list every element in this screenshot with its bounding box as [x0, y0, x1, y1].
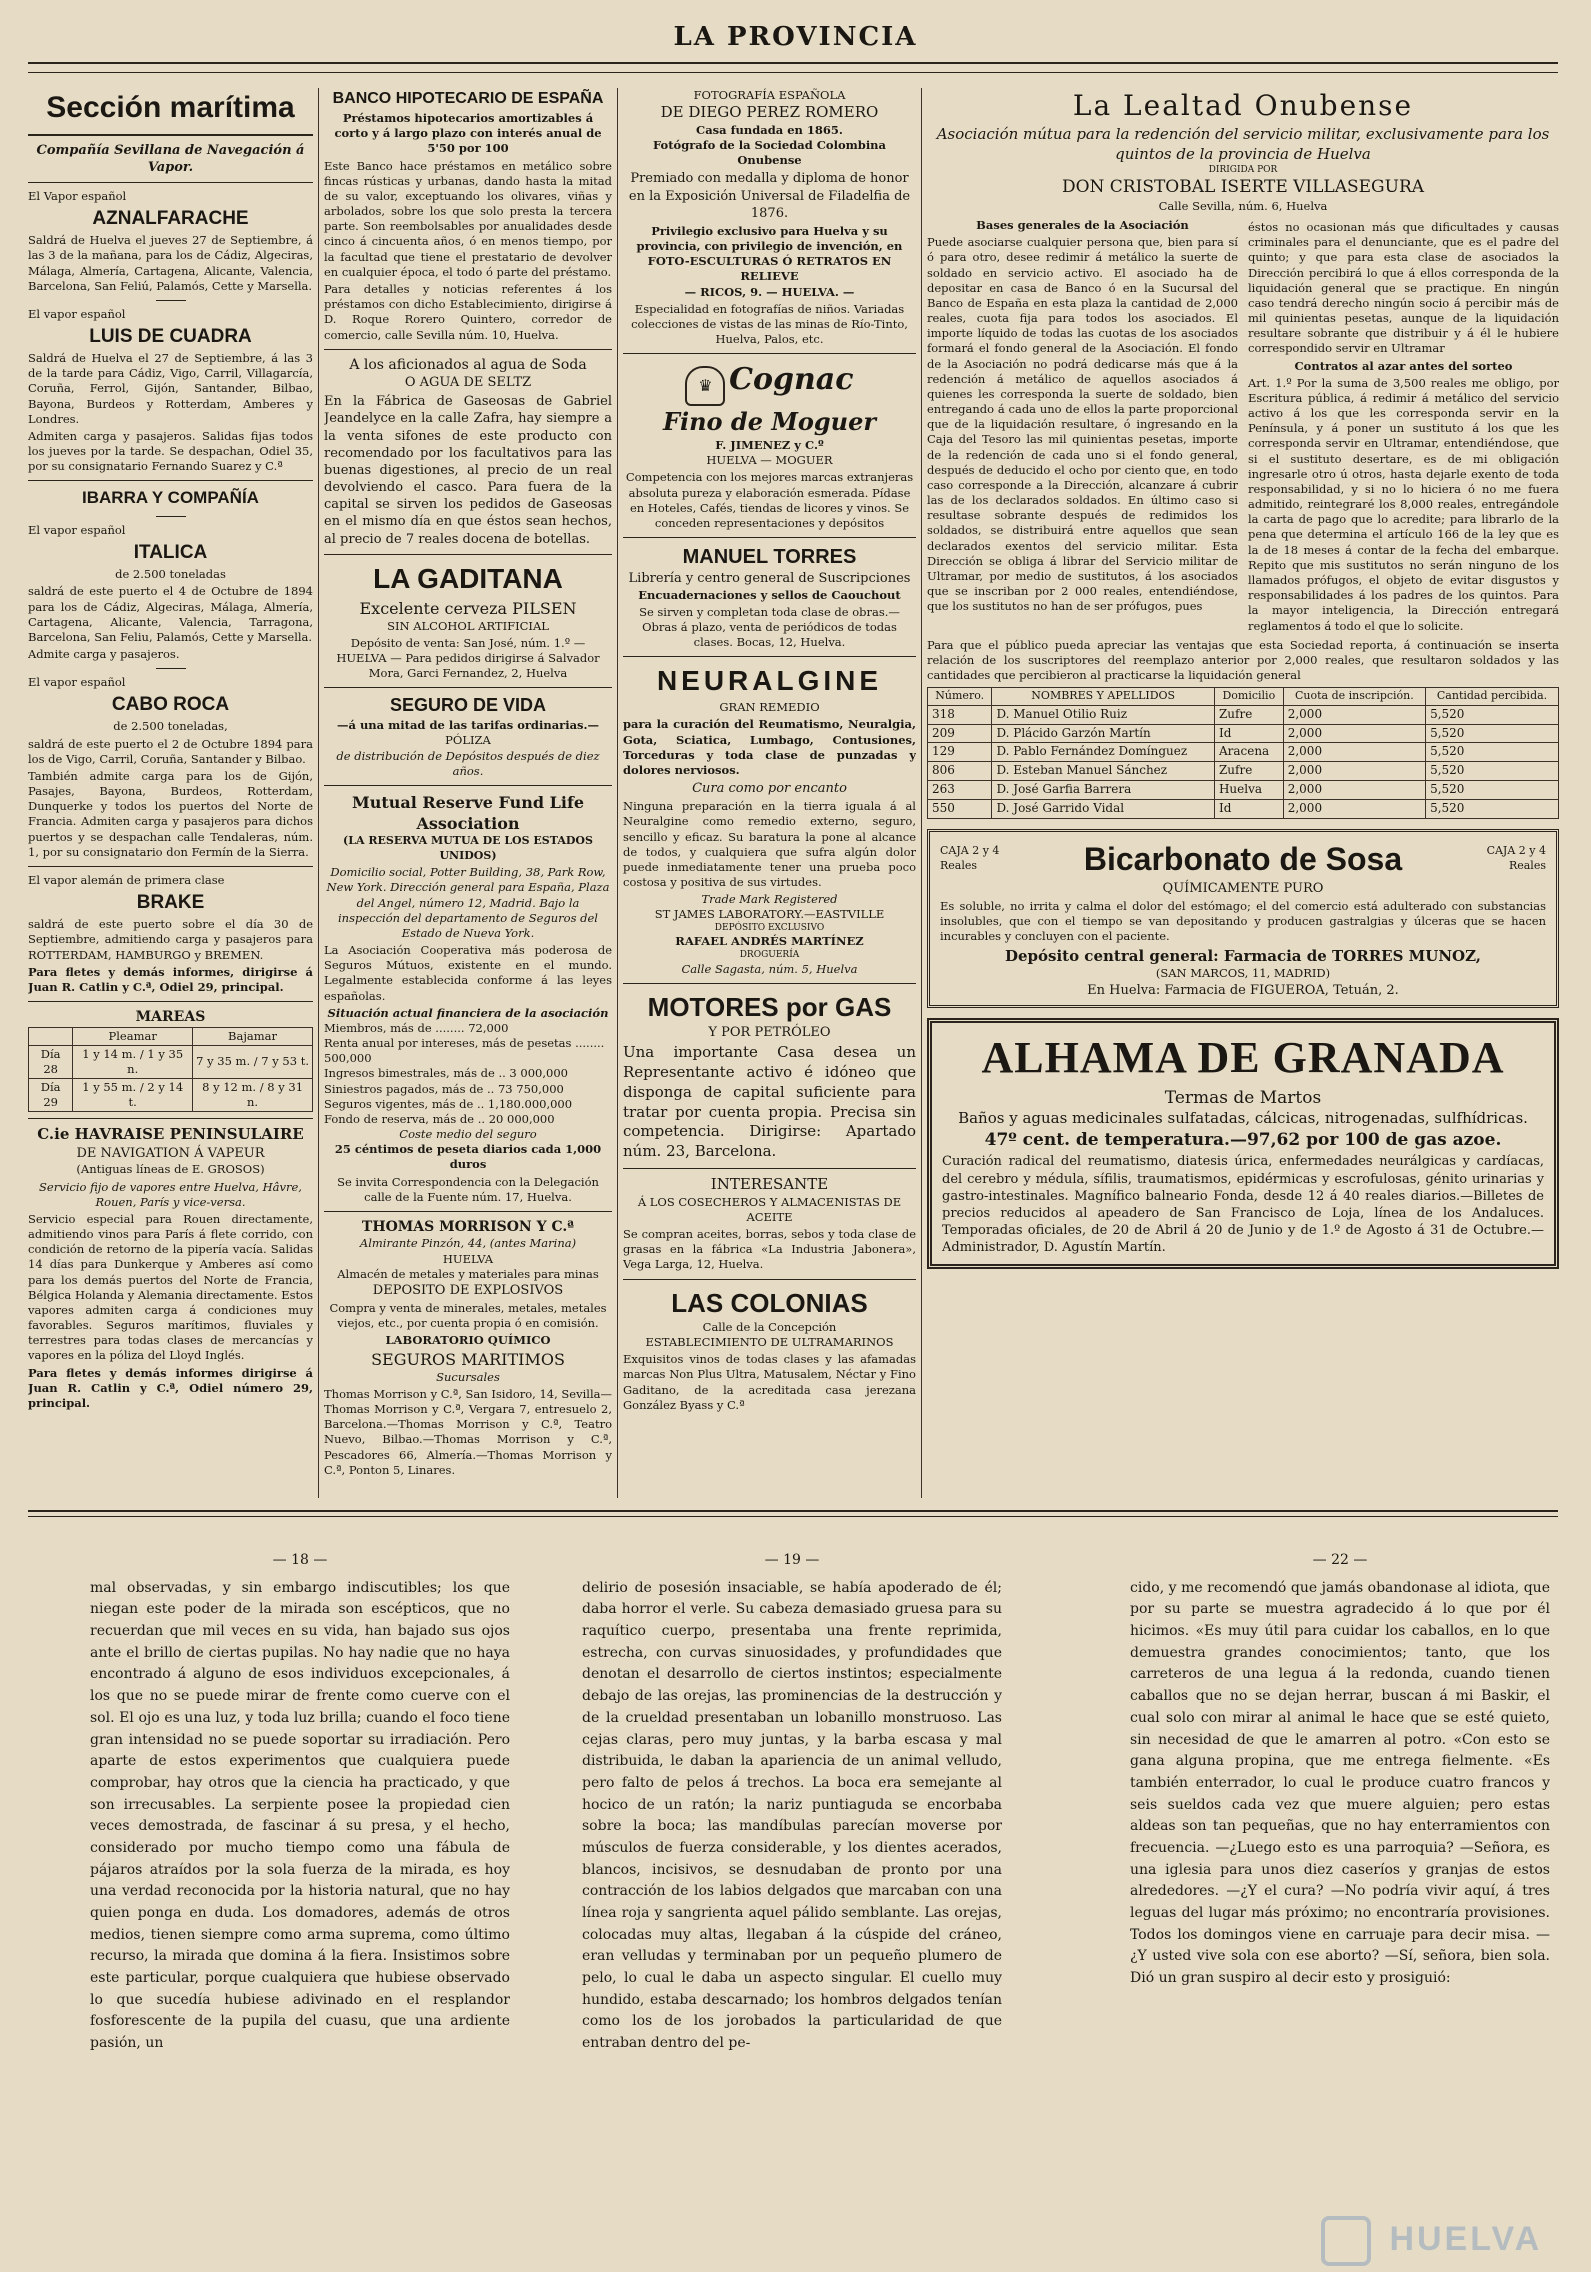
- ship-name: CABO ROCA: [111, 694, 230, 716]
- divider: [623, 1279, 916, 1280]
- contratos-title: Contratos al azar antes del sorteo: [1294, 358, 1513, 373]
- huelva-moguer: HUELVA — MOGUER: [706, 453, 833, 468]
- divider: [156, 516, 186, 517]
- neuralgine-lab: ST JAMES LABORATORY.—EASTVILLE: [654, 907, 885, 922]
- table-cell: D. Pablo Fernández Domínguez: [992, 743, 1215, 762]
- masthead-title: LA PROVINCIA: [673, 22, 918, 52]
- table-cell: 2,000: [1283, 781, 1425, 800]
- table-cell: 5,520: [1426, 762, 1559, 781]
- tab-intro: Para que el público pueda apreciar las ventajas que esta Sociedad reporta, á continuación se inserta relación de los suscriptores del reemplazo anterior por 2,000 reales, que resultaron soldados y las cantidades que percibieron al practicarse la liquidación general: [927, 637, 1559, 683]
- jimenez: F. JIMENEZ y C.º: [715, 438, 824, 452]
- tides-cell: 8 y 12 m. / 8 y 31 n.: [193, 1079, 313, 1112]
- serial-page-19: [582, 1550, 1002, 2240]
- page-number: — 19 —: [764, 1552, 820, 1568]
- bases-text-right: éstos no ocasionan más que dificultades y causas criminales para el denunciante, que es el padre del quinto; y que para esta clase de asociados la Dirección percibirá lo que á ellos corresponda de la liquidación general que se practique. En ningún caso tendrá derecho ningún socio á percibir más de mil quinientas pesetas, aunque de la liquidación resultare sobrante que distribuir y á él le hubiere correspondido servir en Ultramar: [1248, 220, 1559, 356]
- ship-text: saldrá de este puerto el 4 de Octubre de 1894 para los de Cádiz, Algeciras, Málaga, Almería, Cartagena, Alicante, Valencia, Tarragona, Barcelona, San Feliu, Palamós, Cette y Marsella.: [28, 584, 313, 644]
- morrison-addr: Almirante Pinzón, 44, (antes Marina): [359, 1236, 577, 1251]
- table-cell: Id: [1214, 799, 1283, 818]
- company-name: Compañía Sevillana de Navegación á Vapor.: [36, 142, 305, 175]
- ship-label: El Vapor español: [28, 188, 127, 203]
- motores-sub: Y POR PETRÓLEO: [708, 1025, 831, 1041]
- table-cell: D. Esteban Manuel Sánchez: [992, 762, 1215, 781]
- table-cell: 2,000: [1283, 705, 1425, 724]
- seguro-title: SEGURO DE VIDA: [389, 695, 547, 716]
- lealtad-director: DON CRISTOBAL ISERTE VILLASEGURA: [1061, 177, 1425, 198]
- table-cell: D. José Garfia Barrera: [992, 781, 1215, 800]
- morrison-title: THOMAS MORRISON Y C.ª: [361, 1218, 575, 1235]
- ship-tons: de 2.500 toneladas: [115, 567, 226, 582]
- motores-title: MOTORES por GAS: [647, 991, 892, 1022]
- sucursales-text: Thomas Morrison y C.ª, San Isidoro, 14, Sevilla—Thomas Morrison y C.ª, Vergara 7, entresuelo 2, Barcelona.—Thomas Morrison y C.ª, Teatro Nuevo, Bilbao.—Thomas Morrison y C.ª, Pescadores 66, Almería.—Thomas Morrison y C.ª, Ponton 5, Linares.: [324, 1386, 612, 1477]
- bicarbonato-text: Es soluble, no irrita y calma el dolor del estómago; el del comercio está adulterado con substancias insolubles, que con el tiempo se van depositando y producen gastralgias y úlceras que se hacen incurables y concluyen con el paciente.: [940, 899, 1546, 944]
- situation-row: Seguros vigentes, más de .. 1,180.000,000: [324, 1096, 573, 1111]
- page-rule: [28, 1510, 1558, 1512]
- situation-title: Situación actual financiera de la asociación: [327, 1005, 609, 1020]
- torres-sub2: Encuadernaciones y sellos de Caouchout: [638, 587, 901, 602]
- serial-page-22: [1130, 1550, 1550, 2240]
- column-divider: [318, 88, 319, 1498]
- divider: [28, 866, 313, 867]
- tides-cell: Día 28: [29, 1045, 73, 1078]
- situation-row: Ingresos bimestrales, más de .. 3 000,000: [324, 1066, 568, 1081]
- divider: [623, 656, 916, 657]
- tides-cell: 1 y 14 m. / 1 y 35 n.: [73, 1045, 193, 1078]
- bicarbonato-addr: (SAN MARCOS, 11, MADRID): [1155, 966, 1331, 981]
- divider: [623, 983, 916, 984]
- divider: [28, 1001, 313, 1002]
- soda-title: A los aficionados al agua de Soda: [349, 356, 587, 373]
- lealtad-addr: Calle Sevilla, núm. 6, Huelva: [1158, 198, 1328, 213]
- motores-text: Una importante Casa desea un Representante activo é idóneo que disponga de capital suficiente para tratar por cuenta propia. Precisa sin competencia. Dirigirse: Apartado núm. 23, Barcelona.: [623, 1043, 916, 1161]
- divider: [324, 349, 612, 350]
- page-number: — 18 —: [272, 1552, 328, 1568]
- table-cell: 5,520: [1426, 743, 1559, 762]
- column-ads-2: [623, 88, 916, 1498]
- neuralgine-drog: DROGUERÍA: [739, 949, 800, 960]
- ship-name: AZNALFARACHE: [92, 208, 249, 230]
- table-row: [928, 724, 1559, 743]
- gaditana-sub: Excelente cerveza PILSEN: [359, 598, 577, 618]
- table-cell: Zufre: [1214, 762, 1283, 781]
- bicarbonato-dep: Depósito central general: Farmacia de TORRES MUNOZ,: [1004, 946, 1482, 965]
- tides-title: MAREAS: [135, 1009, 206, 1026]
- table-cell: 2,000: [1283, 743, 1425, 762]
- torres-sub: Librería y centro general de Suscripciones: [628, 571, 911, 587]
- coste-extra: Se invita Correspondencia con la Delegación calle de la Fuente núm. 17, Huelva.: [337, 1174, 599, 1204]
- divider: [28, 1118, 313, 1119]
- divider: [324, 1211, 612, 1212]
- masthead-rule-thin: [28, 72, 1558, 73]
- ship-extra: También admite carga para los de Gijón, Pasajes, Bayona, Burdeos, Rotterdam, Dunquerke y todos los puertos del Norte de Francia. Admiten carga y pasajeros para dichos puertos y se despachan calle Tendaleras, núm. 1, por su consignatario don Fermín de la Sierra.: [28, 768, 313, 859]
- banco-extra: Para detalles y noticias referentes á los préstamos con dicho Establecimiento, dirigirse á D. Roque Rorero Quintero, corredor de comercio, calle Sevilla núm. 10, Huelva.: [324, 282, 612, 342]
- torres-title: MANUEL TORRES: [682, 546, 857, 569]
- lealtad-left: [927, 218, 1238, 636]
- neuralgine-addr: Calle Sagasta, núm. 5, Huelva: [681, 961, 858, 976]
- alhama-termas: Termas de Martos: [1164, 1087, 1322, 1108]
- page-rule-thin: [28, 1516, 1558, 1517]
- table-cell: 129: [928, 743, 992, 762]
- serial-text: cido, y me recomendó que jamás obandonase al idiota, que por su parte se muestra agradecido á lo que por él hicimos. «Es muy útil para cuidar los caballos, en lo que demuestra grandes conocimientos; tanto, que los carreteros de una legua á la redonda, cuando tienen caballos que no se dejan herrar, buscan á mi Baskir, el cual solo con mirar al animal le hace que se esté quieto, sin necesidad de que le amarren al potro. «Con esto se gana alguna propina, que me entrega fielmente. «Es también enterrador, lo cual le produce cuatro francos y seis sueldos cada vez que muere alguien; pero estas aldeas son tan pequeñas, que no hay enterramientos con frecuencia. —¿Luego esto es una parroquia? —Señora, es una iglesia para unos diez caseríos y granjas de estos alrededores. —¿Y el cura? —No podría vivir aquí, á tres leguas del lugar más próximo; no encontraría provisiones. Todos los domingos viene en carruaje para decir misa. —¿Y usted vive sola con ese aborto? —Sí, señora, bien sola. Dió un gran suspiro al decir esto y prosiguió:: [1130, 1579, 1550, 1987]
- seguro-poliza2: de distribución de Depósitos después de diez años.: [336, 748, 600, 778]
- havraise-title: C.ie HAVRAISE PENINSULAIRE: [37, 1125, 304, 1144]
- divider: [324, 554, 612, 555]
- soda-text: En la Fábrica de Gaseosas de Gabriel Jeandelyce en la calle Zafra, hay siempre a la venta sifones de este producto con recomendado por los facultativos para las buenas digestiones, al precio de un real devolviendo el casco. Para fuera de la capital se sirven los pedidos de Gaseosas en el mismo día en que éstos sean hechos, al precio de 7 reales docena de botellas.: [324, 394, 612, 547]
- situation-row: Renta anual por intereses, más de pesetas ........ 500,000: [324, 1036, 605, 1066]
- table-header: Cantidad percibida.: [1426, 688, 1559, 706]
- ship-extra: Para fletes y demás informes, dirigirse á Juan R. Catlin y C.ª, Odiel 29, principal.: [28, 964, 313, 994]
- interesante-title: INTERESANTE: [710, 1174, 829, 1193]
- table-header: NOMBRES Y APELLIDOS: [992, 688, 1215, 706]
- divider: [623, 353, 916, 354]
- ship-label: El vapor español: [28, 522, 126, 537]
- lealtad-body: [927, 218, 1559, 636]
- watermark-text: HUELVA: [1389, 2219, 1543, 2258]
- table-header: Domicilio: [1214, 688, 1283, 706]
- ship-text: Saldrá de Huelva el jueves 27 de Septiembre, á las 3 de la mañana, para los de Cádiz, Algeciras, Málaga, Almería, Cartagena, Alicante, Valencia, Barcelona, San Feliú, Palamós, Cette y Marsella.: [28, 233, 313, 293]
- table-row: [29, 1045, 313, 1078]
- table-cell: D. Plácido Garzón Martín: [992, 724, 1215, 743]
- havraise-text: Servicio especial para Rouen directamente, admitiendo vinos para París á flete corrido, con condición de retorno de la pipería vacía. Salidas 14 días para Dunkerque y Amberes así como para los demás puertos del Norte de Francia, Bélgica Holanda y Alemania directamente. Estos vapores admiten carga á condiciones muy favorables. Seguros marítimos, fluviales y terrestres para todas clases de mercancías y vapores en la póliza del Lloyd Inglés.: [28, 1211, 313, 1363]
- neuralgine-text: para la curación del Reumatismo, Neuralgia, Gota, Sciatica, Lumbago, Contusiones, Torceduras y toda clase de punzadas y dolores nerviosos.: [623, 717, 916, 777]
- bicarbonato-title: Bicarbonato de Sosa: [1083, 840, 1403, 877]
- table-cell: Aracena: [1214, 743, 1283, 762]
- table-cell: D. José Garrido Vidal: [992, 799, 1215, 818]
- neuralgine-sub: GRAN REMEDIO: [719, 700, 820, 715]
- havraise-sub2: (Antiguas líneas de E. GROSOS): [76, 1162, 265, 1177]
- ship-text: Saldrá de Huelva el 27 de Septiembre, á las 3 de la tarde para Cádiz, Vigo, Carril, Villagarcía, Coruña, Ferrol, Gijón, Santander, Bilbao, Bayona, Burdeos y Rotterdam, Amberes y Londres.: [28, 351, 313, 426]
- neuralgine-cura: Cura como por encanto: [692, 781, 847, 797]
- banco-title: BANCO HIPOTECARIO DE ESPAÑA: [332, 90, 604, 107]
- foto-title: FOTOGRAFÍA ESPAÑOLA: [693, 88, 846, 102]
- tides-table: [28, 1027, 313, 1113]
- banco-text: Este Banco hace préstamos en metálico sobre fincas rústicas y urbanas, dando hasta la mitad de su valor, exceptuando los olivares, viñas y arbolados, sobre los que solo presta la tercera parte. Son reembolsables por anualidades desde cinco á cincuenta años, ó en menos tiempo, por la facultad que tiene el prestatario de devolver en cualquier época, el todo ó parte del préstamo.: [324, 158, 612, 279]
- ship-name: BRAKE: [136, 892, 205, 914]
- interesante-sub: Á LOS COSECHEROS Y ALMACENISTAS DE ACEITE: [637, 1194, 902, 1224]
- situation-row: Fondo de reserva, más de .. 20 000,000: [324, 1111, 555, 1126]
- table-cell: 806: [928, 762, 992, 781]
- section-title: Sección marítima: [46, 91, 295, 124]
- bicarbonato-ad: [927, 829, 1559, 1008]
- ship-label: El vapor alemán de primera clase: [28, 872, 225, 887]
- soda-sub: O AGUA DE SELTZ: [404, 375, 532, 391]
- ship-name: ITALICA: [133, 542, 208, 564]
- situation-row: Siniestros pagados, más de .. 73 750,000: [324, 1081, 564, 1096]
- caja-left: CAJA 2 y 4 Reales: [940, 844, 1000, 872]
- cognac-logo: [623, 360, 916, 406]
- subscribers-table: [927, 687, 1559, 818]
- column-maritime: [28, 88, 313, 1498]
- serial-page-18: [90, 1550, 510, 2240]
- foto-esc: FOTO-ESCULTURAS Ó RETRATOS EN RELIEVE: [647, 254, 892, 284]
- page-number: — 22 —: [1312, 1552, 1368, 1568]
- table-cell: 2,000: [1283, 724, 1425, 743]
- divider: [623, 1168, 916, 1169]
- lealtad-sub: Asociación mútua para la redención del servicio militar, exclusivamente para los quintos de la provincia de Huelva: [936, 124, 1550, 163]
- bicarbonato-huelva: En Huelva: Farmacia de FIGUEROA, Tetuán, 2.: [1087, 982, 1399, 998]
- foto-text2: Especialidad en fotografías de niños. Variadas colecciones de vistas de las minas de Río-Tinto, Huelva, Palos, etc.: [631, 301, 908, 347]
- colonias-title: LAS COLONIAS: [671, 1287, 868, 1318]
- cognac-text: Competencia con los mejores marcas extranjeras absoluta pureza y elaboración esmerada. Pídase en Hoteles, Cafés, tiendas de licores y vinos. Se conceden representaciones y depósitos: [625, 470, 914, 530]
- tides-cell: 1 y 55 m. / 2 y 14 t.: [73, 1079, 193, 1112]
- table-row: [928, 762, 1559, 781]
- divider: [324, 785, 612, 786]
- sucursales-title: Sucursales: [436, 1369, 500, 1384]
- neuralgine-dep: DEPÓSITO EXCLUSIVO: [714, 922, 825, 933]
- divider: [156, 300, 186, 301]
- bases-text: Puede asociarse cualquier persona que, bien para sí ó para otro, desee redimir á metálico la suerte de soldado en servicio activo. El asociado ha de depositar en casa de Banco ó en la Sucursal del Banco de España en esta plaza la cantidad de 2,000 reales, cuota fija para todos los asociados. El importe líquido de todas las cuotas de los asociados formará el fondo general de la Asociación. El fondo de la Asociación no podrá dedicarse más que á la redención á metálico de aquellos asociados á quienes les corresponda la suerte de soldado, bien entregando á cada uno de ellos la parte proporcional que de la liquidación resultare, ó ingresando en la Caja del Tesoro las mil quinientas pesetas, importe de la redención de cada uno si el fondo general, después de deducido el ocho por ciento que, en todo caso corresponde a la Dirección, alcanzare á cubrir las de los declarados soldados. En último caso si resultase sobrante después de redimidos los soldados, se distribuirá entre aquellos que sean declarados exentos del servicio militar. Esta Dirección se obliga á librar del Servicio militar de Ultramar, por medio de sustitutos, á los asociados que se inscriban por 2 000 reales, entendiéndose, que los sustitutos no han de ser prófugos, pues: [927, 235, 1238, 614]
- archive-logo-icon: [1321, 2216, 1371, 2266]
- cognac-title: Cognac: [729, 362, 854, 398]
- divider: [623, 537, 916, 538]
- coste-title: Coste medio del seguro: [399, 1127, 537, 1142]
- foto-addr: — RICOS, 9. — HUELVA. —: [684, 284, 855, 299]
- lealtad-right: [1248, 218, 1559, 636]
- serial-text: delirio de posesión insaciable, se había apoderado de él; daba horror el verle. Su cabeza demasiado gruesa para su raquítico cuerpo, presentaba una frente reprimida, estrecha, con curvas sinuosidades, y profundidades que denotan el desarrollo de ciertos instintos; especialmente debajo de las orejas, las prominencias de la destrucción y de la crueldad presentaban un lobanillo monstruoso. Las cejas claras, pero muy juntas, y la barba escasa y mal distribuida, le daban la apariencia de un animal velludo, pero falto de pelos á trechos. La boca era semejante al hocico de un ratón; la nariz puntiaguda se encorbaba sobre la boca; las mandíbulas parecían moverse por músculos de fuerza considerable, y los dientes acerados, blancos, incisivos, se desnudaban de pronto por una contracción de los labios delgados que marcaban con una línea roja y sangrienta aquel pálido semblante. Las orejas, colocadas muy altas, llegaban á la cúspide del cráneo, eran velludas y terminaban por un pequeño plumero de pelo, lo cual le daba un aspecto singular. El cuello muy hundido, estaba descarnado; los hombros delgados tenían como los de los jorobados la particularidad de que entraban dentro del pe-: [582, 1579, 1002, 2052]
- torres-text: Se sirven y completan toda clase de obras.—Obras á plazo, venta de periódicos de todas clases. Bocas, 12, Huelva.: [639, 604, 900, 650]
- table-row: [928, 743, 1559, 762]
- neuralgine-tm: Trade Mark Registered: [701, 892, 838, 907]
- foto-sub: Casa fundada en 1865.: [696, 122, 843, 137]
- contratos-text: Art. 1.º Por la suma de 3,500 reales me obligo, por Escritura pública, á redimir á metálico del servicio activo á los que les corresponda servir en la Península, y á poner un sustituto á los que les corresponda servir en Ultramar, entendiéndose, que si el sustituto desertare, es de mi obligación ingresarle otro ú otros, hasta dejarle exento de toda responsabilidad, y si no lo hiciera ó no me fuera admitido, reintegraré los 8,000 reales, entregándole la carta de pago que lo acredite; para librarlo de la pena que determina el artículo 166 de la ley que es la de 18 meses á contar de la fecha del embarque. Repito que mis sustitutos no serán ninguno de los llamados prófugos, el objeto de evitar disgustos y responsabilidades á los padres de los quintos. Para la mayor inteligencia, la Dirección entregará reglamentos á todo el que lo solicite.: [1248, 375, 1559, 633]
- crest-icon: ♛: [685, 366, 725, 406]
- interesante-text: Se compran aceites, borras, sebos y toda clase de grasas en la fábrica «La Industria Jabonera», Vega Larga, 12, Huelva.: [623, 1227, 916, 1272]
- alhama-ad: [927, 1018, 1559, 1270]
- ship-extra: Admiten carga y pasajeros. Salidas fijas todos los jueves por la tarde. Se despachan, Odiel 35, por su consignatario Fernando Suarez y C.ª: [28, 428, 313, 474]
- table-cell: 550: [928, 799, 992, 818]
- column-ads-1: [324, 88, 612, 1498]
- seg-maritimos: SEGUROS MARITIMOS: [371, 1349, 565, 1369]
- morrison-text: Almacén de metales y materiales para minas: [337, 1266, 599, 1281]
- foto-name: DE DIEGO PEREZ ROMERO: [660, 103, 879, 122]
- table-row: [928, 705, 1559, 724]
- morrison-city: HUELVA: [442, 1251, 494, 1266]
- table-row: [928, 799, 1559, 818]
- table-cell: 5,520: [1426, 724, 1559, 743]
- foto-priv: Privilegio exclusivo para Huelva y su provincia, con privilegio de invención, en: [636, 223, 903, 254]
- seguro-poliza: PÓLIZA: [445, 733, 491, 748]
- mutual-text2: La Asociación Cooperativa más poderosa de Seguros Mútuos, existente en el mundo. Legalmente establecida conforme á las leyes españolas.: [324, 943, 612, 1003]
- masthead-rule: [28, 62, 1558, 64]
- divider: [28, 480, 313, 481]
- coste-text: 25 céntimos de peseta diarios cada 1,000 duros: [334, 1142, 602, 1172]
- gaditana-text: Depósito de venta: San José, núm. 1.º — HUELVA — Para pedidos dirigirse á Salvador Mora, Garci Fernandez, 2, Huelva: [336, 635, 600, 681]
- foto-text: Premiado con medalla y diploma de honor en la Exposición Universal de Filadelfia de 1876.: [628, 171, 911, 221]
- table-cell: 5,520: [1426, 781, 1559, 800]
- bases-title: Bases generales de la Asociación: [976, 218, 1189, 233]
- table-cell: Huelva: [1214, 781, 1283, 800]
- table-cell: 209: [928, 724, 992, 743]
- serial-text: mal observadas, y sin embargo indiscutibles; los que niegan este poder de la mirada son escépticos, que no recuerdan que mil veces en su vida, han bajado sus ojos ante el brillo de ciertas pupilas. No hay nadie que no haya encontrado á alguno de esos individuos excepcionales, á los que no se puede mirar de frente como cuerve con el sol. El ojo es una luz, y toda luz brilla; cuando el foco tiene gran intensidad no se puede soportar su irradiación. Pero aparte de estos experimentos que cualquiera puede comprobar, hay otros que la ciencia ha practicado, y que son irrecusables. La serpiente posee la propiedad cien veces demostrada, de fascinar á su presa, y el hecho, considerado por mucho tiempo como una fábula de pájaros atraídos por la sola fuerza de la mirada, es hoy una verdad reconocida por la historia natural, que no hay quien ponga en duda. Los domadores, además de otros medios, tienen siempre como arma suprema, como último recurso, la mirada que domina á la fiera. Insistimos sobre este particular, porque cualquiera que hubiese observado lo que sucedía hubiese adivinado en el resplandor fosforescente de la pupila del cuasu, que una ardiente pasión, un: [90, 1579, 510, 2052]
- table-cell: 5,520: [1426, 705, 1559, 724]
- column-divider: [617, 88, 618, 1498]
- tides-header: Bajamar: [193, 1027, 313, 1045]
- havraise-service: Servicio fijo de vapores entre Huelva, Hâvre, Rouen, París y vice-versa.: [39, 1179, 302, 1209]
- table-cell: 2,000: [1283, 799, 1425, 818]
- neuralgine-name: RAFAEL ANDRÉS MARTÍNEZ: [675, 934, 864, 949]
- table-cell: 318: [928, 705, 992, 724]
- gaditana-sub2: SIN ALCOHOL ARTIFICIAL: [387, 618, 549, 633]
- alhama-banos: Baños y aguas medicinales sulfatadas, cálcicas, nitrogenadas, sulfhídricas.: [958, 1109, 1528, 1128]
- ship-label: El vapor español: [28, 675, 126, 690]
- company-name: IBARRA Y COMPAÑÍA: [82, 488, 259, 508]
- colonias-sub2: ESTABLECIMIENTO DE ULTRAMARINOS: [645, 1335, 894, 1350]
- lealtad-dirigida: DIRIGIDA POR: [1208, 164, 1278, 175]
- alhama-temp: 47º cent. de temperatura.—97,62 por 100 de gas azoe.: [984, 1130, 1502, 1151]
- mutual-sub: (LA RESERVA MUTUA DE LOS ESTADOS UNIDOS): [343, 834, 593, 862]
- lealtad-title: La Lealtad Onubense: [1072, 89, 1414, 122]
- table-row: [928, 781, 1559, 800]
- table-cell: Id: [1214, 724, 1283, 743]
- tides-cell: Día 29: [29, 1079, 73, 1112]
- ship-label: El vapor español: [28, 306, 126, 321]
- colonias-sub: Calle de la Concepción: [702, 1319, 837, 1334]
- bicarbonato-header: [940, 838, 1546, 880]
- situation-row: Miembros, más de ........ 72,000: [324, 1020, 509, 1035]
- quimicamente: QUÍMICAMENTE PURO: [1162, 880, 1324, 896]
- ship-tons: de 2.500 toneladas,: [113, 719, 228, 734]
- seguro-sub: —á una mitad de las tarifas ordinarias.—: [336, 718, 599, 733]
- mutual-title: Mutual Reserve Fund Life Association: [351, 792, 584, 834]
- ship-extra: Admite carga y pasajeros.: [28, 647, 180, 662]
- tides-header: [29, 1027, 73, 1045]
- morrison-text2: Compra y venta de minerales, metales, metales viejos, etc., por cuenta propia ó en comisión.: [329, 1301, 607, 1331]
- havraise-extra: Para fletes y demás informes dirigirse á Juan R. Catlin y C.ª, Odiel número 29, principal.: [28, 1365, 313, 1410]
- table-cell: 263: [928, 781, 992, 800]
- tides-header: Pleamar: [73, 1027, 193, 1045]
- divider: [28, 182, 313, 183]
- tides-cell: 7 y 35 m. / 7 y 53 t.: [193, 1045, 313, 1078]
- caja-right: CAJA 2 y 4 Reales: [1486, 844, 1546, 872]
- table-cell: 2,000: [1283, 762, 1425, 781]
- alhama-text: Curación radical del reumatismo, diatesis úrica, enfermedades neurálgicas y cardíacas, del cerebro y médula, sífilis, traumatismos, epidérmicas y escrofulosas, génito urinarias y gastro-intestinales. Magnífico balneario Fonda, desde 12 á 40 reales diarios.—Billetes de precios reducidos al apeadero de San Francisco de Loja, línea de los Andaluces. Temporadas oficiales, de 20 de Abril á 20 de Junio y de 1.º de Agosto á 31 de Octubre.—Administrador, D. Agustín Martín.: [942, 1154, 1544, 1256]
- column-lealtad: [927, 88, 1559, 1498]
- table-row: [29, 1079, 313, 1112]
- mutual-text: Domicilio social, Potter Building, 38, Park Row, New York. Dirección general para España, Plaza del Angel, número 12, Madrid. Bajo la inspección del departamento de Seguros del Estado de Nueva York.: [326, 865, 610, 940]
- neuralgine-title: NEURALGINE: [656, 665, 883, 697]
- lab-title: LABORATORIO QUÍMICO: [385, 1333, 551, 1348]
- alhama-title: ALHAMA DE GRANADA: [981, 1032, 1505, 1082]
- table-header: Cuota de inscripción.: [1283, 688, 1425, 706]
- gaditana-title: LA GADITANA: [373, 562, 563, 594]
- morrison-deposit: DEPOSITO DE EXPLOSIVOS: [372, 1282, 564, 1298]
- table-header: Número.: [928, 688, 992, 706]
- table-cell: D. Manuel Otilio Ruiz: [992, 705, 1215, 724]
- ship-name: LUIS DE CUADRA: [89, 326, 252, 348]
- column-divider: [921, 88, 922, 1498]
- havraise-sub: DE NAVIGATION Á VAPEUR: [76, 1146, 265, 1162]
- ship-text: saldrá de este puerto el 2 de Octubre 1894 para los de Vigo, Carril, Coruña, Santander y Bilbao.: [28, 736, 313, 766]
- foto-sub2: Fotógrafo de la Sociedad Colombina Onubense: [653, 138, 886, 168]
- divider: [156, 668, 186, 669]
- banco-sub: Préstamos hipotecarios amortizables á corto y á largo plazo con interés anual de 5'50 por 100: [334, 111, 602, 156]
- table-cell: 5,520: [1426, 799, 1559, 818]
- neuralgine-text2: Ninguna preparación en la tierra iguala á al Neuralgine como remedio externo, seguro, sencillo y eficaz. Su baratura la pone al alcance de todos, y cualquiera que sufra algún dolor puede inmediatamente tener una prueba poco costosa y positiva de sus virtudes.: [623, 799, 916, 890]
- ship-text: saldrá de este puerto sobre el día 30 de Septiembre, admitiendo carga y pasajeros para ROTTERDAM, HAMBURGO y BREMEN.: [28, 917, 313, 962]
- colonias-text: Exquisitos vinos de todas clases y las afamadas marcas Non Plus Ultra, Matusalem, Néctar y Fino Gaditano, de la acreditada casa jerezana González Byass y C.ª: [623, 1352, 916, 1412]
- archive-watermark: [1321, 2216, 1551, 2264]
- fino-title: Fino de Moguer: [662, 407, 877, 437]
- divider: [28, 134, 313, 136]
- table-cell: Zufre: [1214, 705, 1283, 724]
- divider: [324, 687, 612, 688]
